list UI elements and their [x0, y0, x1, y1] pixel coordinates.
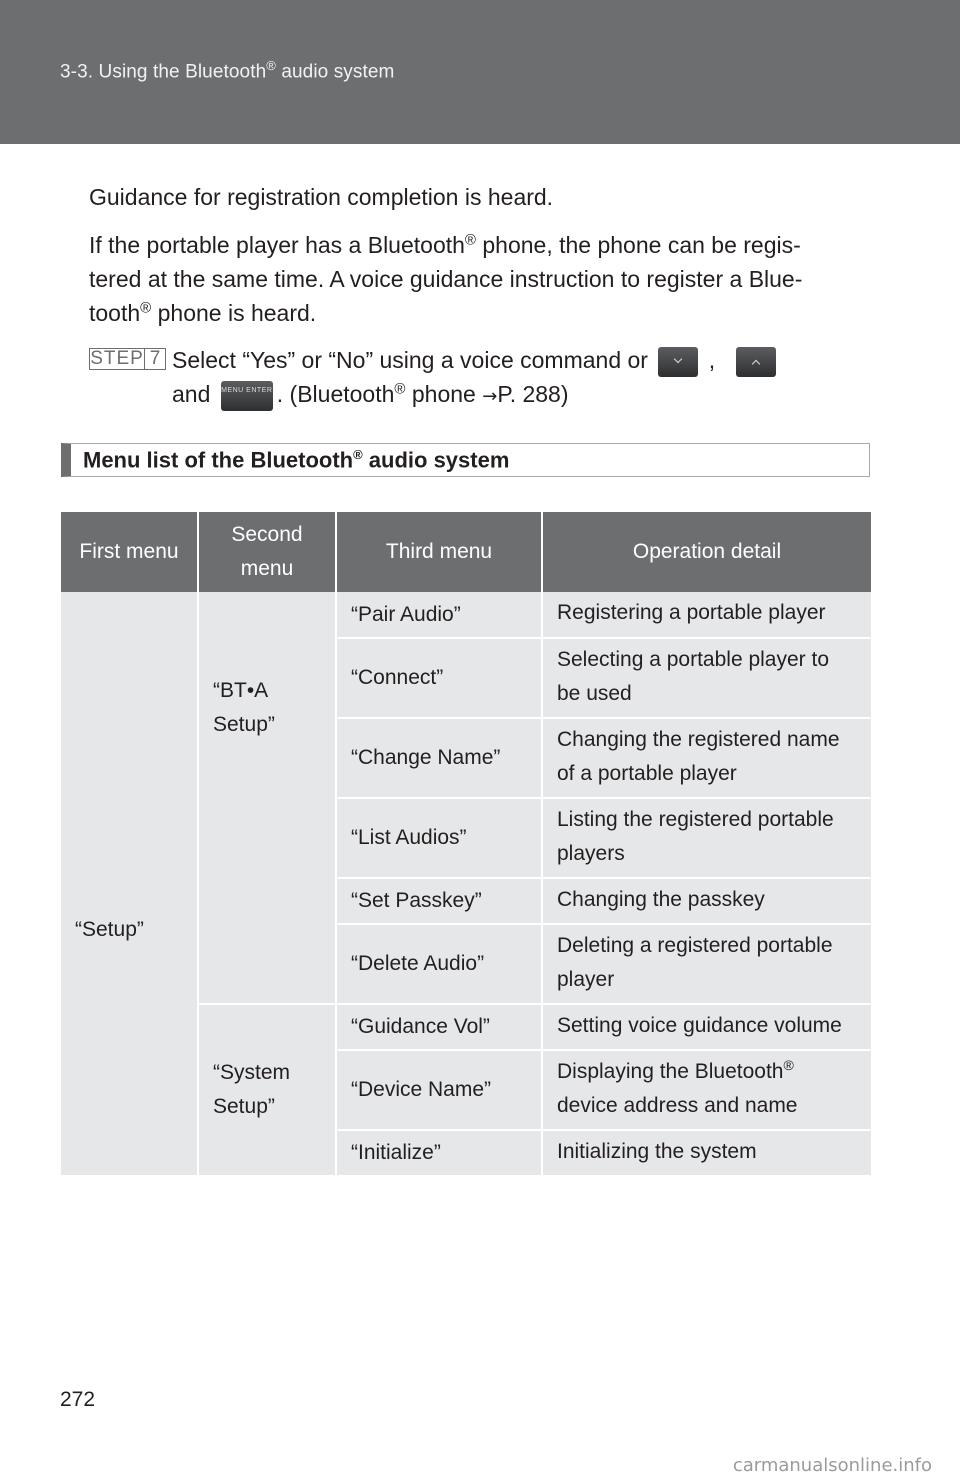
operation-detail-cell: Changing the passkey [542, 878, 871, 924]
column-header: Second menu [198, 512, 336, 592]
third-menu-cell: “Pair Audio” [336, 592, 542, 638]
operation-detail-cell: Initializing the system [542, 1130, 871, 1176]
table-header-row [61, 512, 871, 592]
operation-detail-cell: Setting voice guidance volume [542, 1004, 871, 1050]
third-menu-cell: “Change Name” [336, 718, 542, 798]
operation-detail-cell: Deleting a registered portable player [542, 924, 871, 1004]
menu-enter-button-icon: MENU ENTER [221, 381, 273, 411]
step-badge: STEP 7 [89, 348, 166, 370]
second-menu-cell: “BT•A Setup” [198, 592, 336, 1004]
paragraph-line: Guidance for registration completion is heard. [89, 184, 554, 210]
section-heading: Menu list of the Bluetooth® audio system [61, 443, 870, 477]
operation-detail-cell: Changing the registered name of a portable player [542, 718, 871, 798]
third-menu-cell: “Device Name” [336, 1050, 542, 1130]
third-menu-cell: “Delete Audio” [336, 924, 542, 1004]
menu-list-table [61, 512, 871, 1177]
step-instruction: Select “Yes” or “No” using a voice command or , and MENU ENTER . (Bluetooth® phone →P. 288) [172, 343, 872, 414]
table-row [61, 592, 871, 638]
third-menu-cell: “Connect” [336, 638, 542, 718]
paragraph-line: If the portable player has a Bluetooth® phone, the phone can be regis- [89, 231, 801, 258]
column-header: First menu [61, 512, 198, 592]
page-number: 272 [60, 1388, 96, 1411]
third-menu-cell: “Initialize” [336, 1130, 542, 1176]
watermark: carmanualsonline.info [732, 1455, 932, 1476]
third-menu-cell: “Set Passkey” [336, 878, 542, 924]
third-menu-cell: “List Audios” [336, 798, 542, 878]
operation-detail-cell: Registering a portable player [542, 592, 871, 638]
third-menu-cell: “Guidance Vol” [336, 1004, 542, 1050]
second-menu-cell: “System Setup” [198, 1004, 336, 1176]
column-header: Third menu [336, 512, 542, 592]
step-7 [89, 343, 869, 423]
operation-detail-cell: Listing the registered portable players [542, 798, 871, 878]
paragraph-line: tered at the same time. A voice guidance instruction to register a Blue- [89, 266, 803, 292]
arrow-right-icon: → [482, 386, 498, 407]
paragraph-line: tooth® phone is heard. [89, 299, 317, 326]
operation-detail-cell: Displaying the Bluetooth® device address and name [542, 1050, 871, 1130]
down-button-icon [658, 347, 698, 377]
column-header: Operation detail [542, 512, 871, 592]
operation-detail-cell: Selecting a portable player to be used [542, 638, 871, 718]
chapter-heading: 3-3. Using the Bluetooth® audio system [60, 58, 395, 83]
up-button-icon [736, 347, 776, 377]
first-menu-cell: “Setup” [61, 592, 198, 1176]
